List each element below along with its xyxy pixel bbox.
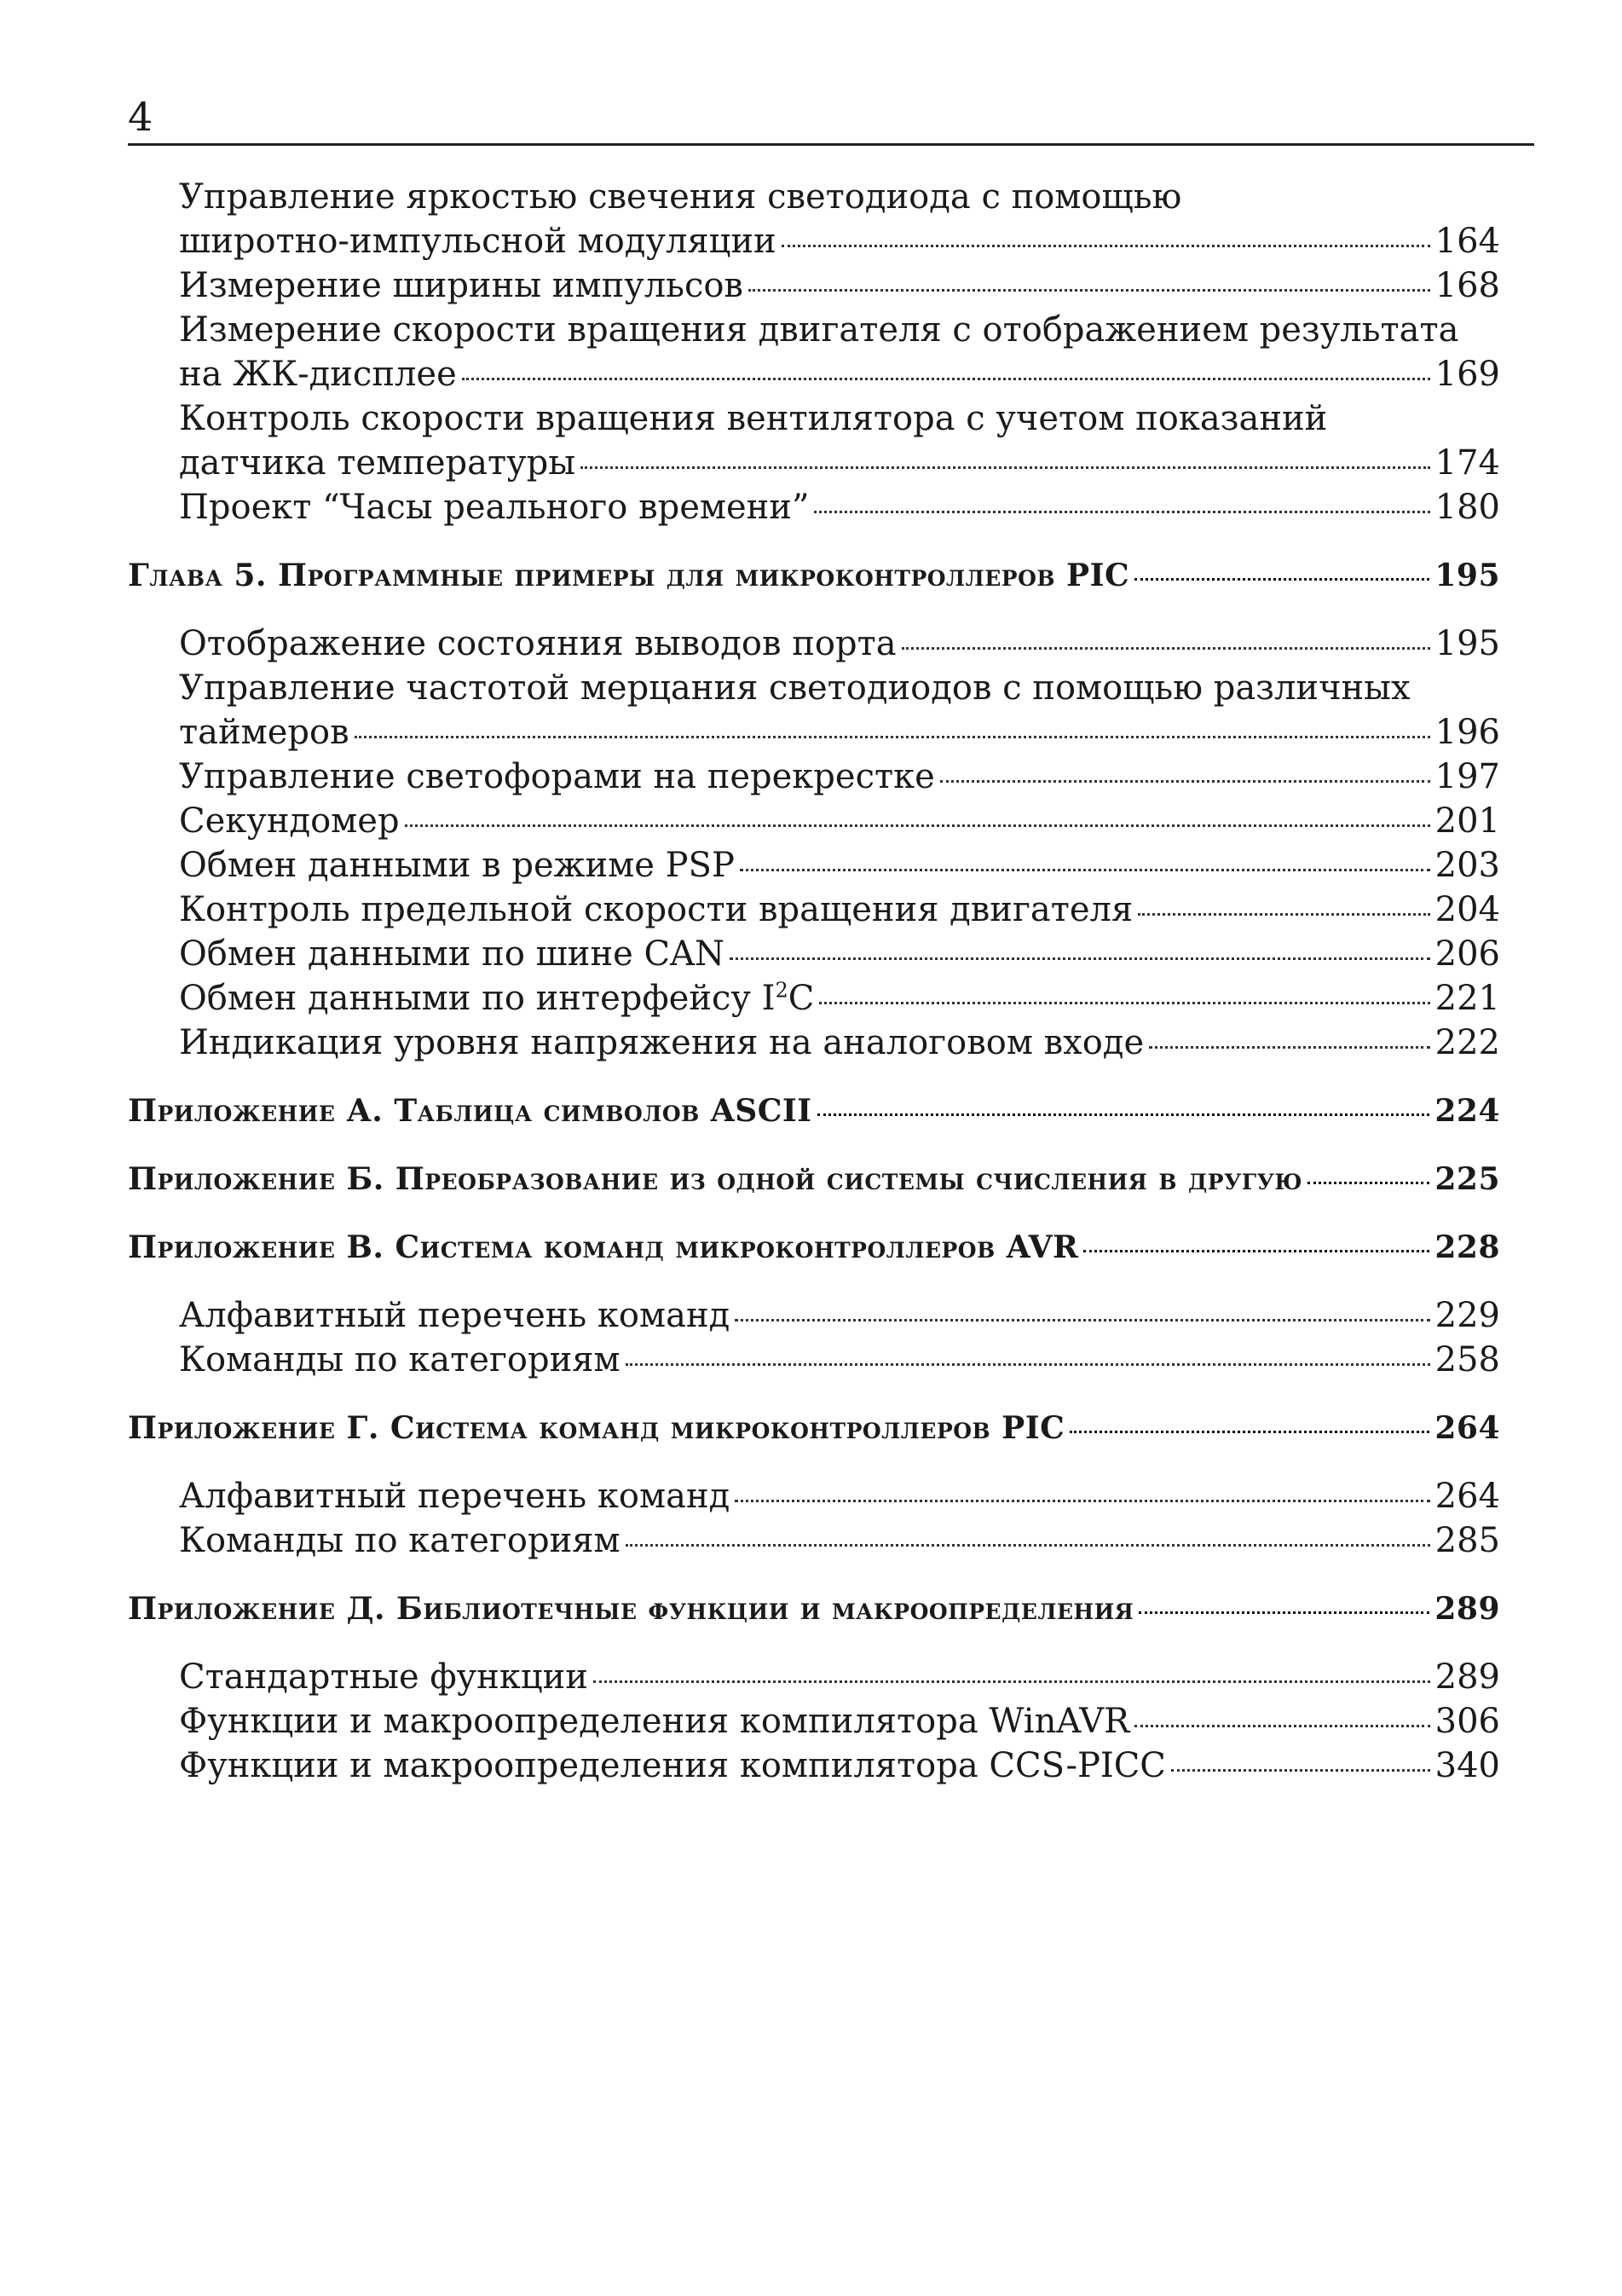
toc-page-number: 258 bbox=[1434, 1340, 1500, 1379]
toc-entry-text: Управление частотой мерцания светодиодов с помощью различных bbox=[179, 668, 1411, 708]
toc-entry-text: Измерение ширины импульсов bbox=[179, 266, 743, 305]
toc-entry[interactable] bbox=[128, 441, 1500, 485]
leader-dots bbox=[819, 1001, 1429, 1004]
leader-dots bbox=[462, 377, 1430, 380]
leader-dots bbox=[735, 1499, 1429, 1502]
toc-entry-text: Алфавитный перечень команд bbox=[179, 1477, 730, 1516]
toc-page-number: 197 bbox=[1434, 757, 1500, 796]
toc-entry-line bbox=[128, 308, 1500, 352]
chapter-page-number: 289 bbox=[1434, 1591, 1500, 1627]
leader-dots bbox=[580, 466, 1430, 469]
toc-page-number: 196 bbox=[1434, 713, 1500, 752]
toc-entry[interactable] bbox=[128, 1518, 1500, 1563]
leader-dots bbox=[730, 957, 1430, 960]
chapter-page-number: 225 bbox=[1434, 1161, 1500, 1197]
chapter-title: Глава 5. Программные примеры для микроконтроллеров PIC bbox=[128, 558, 1130, 593]
chapter-title: Приложение Б. Преобразование из одной системы счисления в другую bbox=[128, 1161, 1303, 1197]
toc-appendix-d[interactable] bbox=[128, 1587, 1500, 1631]
toc-chapter-5[interactable] bbox=[128, 553, 1500, 598]
toc-entry-text: Индикация уровня напряжения на аналоговом входе bbox=[179, 1023, 1145, 1062]
toc-entry[interactable] bbox=[128, 352, 1500, 396]
leader-dots bbox=[940, 779, 1430, 783]
toc-page-number: 203 bbox=[1434, 846, 1500, 885]
toc-entry[interactable] bbox=[128, 843, 1500, 888]
toc-page-number: 169 bbox=[1434, 355, 1500, 394]
toc-page-number: 289 bbox=[1434, 1657, 1500, 1697]
toc-entry-text-part: C bbox=[788, 979, 815, 1018]
toc-entry[interactable] bbox=[128, 1021, 1500, 1065]
toc-entry-text: Стандартные функции bbox=[179, 1657, 588, 1697]
chapter-title: Приложение Д. Библиотечные функции и макроопределения bbox=[128, 1591, 1134, 1627]
chapter-page-number: 195 bbox=[1434, 558, 1500, 593]
toc-page-number: 206 bbox=[1434, 934, 1500, 974]
toc-entry-text: Контроль предельной скорости вращения двигателя bbox=[179, 890, 1134, 929]
toc-appendix-b[interactable] bbox=[128, 1157, 1500, 1201]
toc-entry-text: Управление яркостью свечения светодиода с помощью bbox=[179, 177, 1182, 217]
toc-entry-text: Алфавитный перечень команд bbox=[179, 1296, 730, 1335]
toc-page-number: 264 bbox=[1434, 1477, 1500, 1516]
leader-dots bbox=[740, 868, 1430, 871]
chapter-title: Приложение В. Система команд микроконтроллеров AVR bbox=[128, 1229, 1079, 1265]
leader-dots bbox=[1149, 1045, 1430, 1049]
toc-entry-text: Измерение скорости вращения двигателя с отображением результата bbox=[179, 310, 1459, 350]
toc-entry[interactable] bbox=[128, 710, 1500, 755]
leader-dots bbox=[1138, 912, 1429, 916]
toc-entry[interactable] bbox=[128, 622, 1500, 666]
leader-dots bbox=[1134, 1724, 1429, 1727]
toc-entry-text: Обмен данными по шине CAN bbox=[179, 934, 724, 974]
toc-page-number: 306 bbox=[1434, 1702, 1500, 1741]
chapter-page-number: 224 bbox=[1434, 1093, 1500, 1129]
toc-entry-text: Команды по категориям bbox=[179, 1340, 621, 1379]
toc-entry[interactable] bbox=[128, 755, 1500, 799]
leader-dots bbox=[1171, 1768, 1430, 1772]
toc-entry[interactable] bbox=[128, 932, 1500, 976]
toc-entry-text: Проект “Часы реального времени” bbox=[179, 488, 810, 527]
toc-entry[interactable] bbox=[128, 1655, 1500, 1699]
superscript: 2 bbox=[775, 978, 788, 1003]
toc-entry-text: Секундомер bbox=[179, 801, 400, 841]
chapter-title: Приложение А. Таблица символов ASCII bbox=[128, 1093, 812, 1129]
toc-entry[interactable] bbox=[128, 1744, 1500, 1788]
toc-entry-text: на ЖК-дисплее bbox=[179, 355, 457, 394]
toc-page-number: 195 bbox=[1434, 624, 1500, 663]
toc-appendix-a[interactable] bbox=[128, 1089, 1500, 1133]
toc-page-number: 221 bbox=[1434, 979, 1500, 1018]
toc-page-number: 229 bbox=[1434, 1296, 1500, 1335]
toc-entry-text: таймеров bbox=[179, 713, 349, 752]
leader-dots bbox=[1307, 1181, 1429, 1184]
leader-dots bbox=[1083, 1249, 1429, 1252]
toc-entry[interactable] bbox=[128, 1474, 1500, 1518]
toc-entry[interactable] bbox=[128, 1699, 1500, 1744]
leader-dots bbox=[817, 1113, 1430, 1116]
leader-dots bbox=[626, 1362, 1430, 1366]
toc-entry-line bbox=[128, 175, 1500, 219]
chapter-page-number: 264 bbox=[1434, 1410, 1500, 1446]
toc-page-number: 164 bbox=[1434, 222, 1500, 261]
leader-dots bbox=[814, 510, 1429, 513]
toc-entry-text: Отображение состояния выводов порта bbox=[179, 624, 897, 663]
toc-page-number: 285 bbox=[1434, 1521, 1500, 1560]
leader-dots bbox=[626, 1543, 1430, 1547]
table-of-contents bbox=[128, 175, 1500, 1788]
leader-dots bbox=[1070, 1430, 1429, 1433]
toc-entry-text: Команды по категориям bbox=[179, 1521, 621, 1560]
leader-dots bbox=[735, 1318, 1429, 1322]
toc-entry[interactable] bbox=[128, 1293, 1500, 1338]
toc-entry-text: Обмен данными в режиме PSP bbox=[179, 846, 735, 885]
toc-entry-line bbox=[128, 666, 1500, 710]
leader-dots bbox=[748, 288, 1430, 292]
toc-entry-text: Функции и макроопределения компилятора CCS-PICC bbox=[179, 1746, 1166, 1785]
toc-page-number: 204 bbox=[1434, 890, 1500, 929]
toc-appendix-v[interactable] bbox=[128, 1225, 1500, 1269]
toc-entry[interactable] bbox=[128, 485, 1500, 529]
toc-entry[interactable] bbox=[128, 799, 1500, 843]
leader-dots bbox=[1134, 577, 1429, 581]
toc-entry-text-part: Обмен данными по интерфейсу I bbox=[179, 979, 776, 1018]
toc-entry-text: Управление светофорами на перекрестке bbox=[179, 757, 935, 796]
toc-entry[interactable] bbox=[128, 219, 1500, 263]
toc-entry[interactable] bbox=[128, 1338, 1500, 1382]
leader-dots bbox=[355, 735, 1430, 738]
toc-entry-text: широтно-импульсной модуляции bbox=[179, 222, 776, 261]
leader-dots bbox=[1139, 1611, 1429, 1614]
leader-dots bbox=[902, 646, 1430, 650]
toc-page-number: 201 bbox=[1434, 801, 1500, 841]
toc-entry[interactable] bbox=[128, 976, 1500, 1021]
toc-entry-text: Функции и макроопределения компилятора WinAVR bbox=[179, 1702, 1130, 1741]
toc-entry-text: датчика температуры bbox=[179, 443, 576, 483]
leader-dots bbox=[405, 824, 1430, 827]
toc-entry-text bbox=[179, 976, 814, 1021]
toc-page-number: 340 bbox=[1434, 1746, 1500, 1785]
toc-page-number: 174 bbox=[1434, 443, 1500, 483]
page-number: 4 bbox=[128, 94, 153, 140]
toc-page-number: 168 bbox=[1434, 266, 1500, 305]
toc-entry-line bbox=[128, 396, 1500, 441]
toc-entry[interactable] bbox=[128, 888, 1500, 932]
header-rule bbox=[128, 143, 1534, 146]
leader-dots bbox=[593, 1680, 1430, 1683]
toc-page-number: 222 bbox=[1434, 1023, 1500, 1062]
chapter-title: Приложение Г. Система команд микроконтроллеров PIC bbox=[128, 1410, 1065, 1446]
toc-page-number: 180 bbox=[1434, 488, 1500, 527]
leader-dots bbox=[782, 244, 1430, 247]
chapter-page-number: 228 bbox=[1434, 1229, 1500, 1265]
toc-entry[interactable] bbox=[128, 263, 1500, 308]
toc-entry-text: Контроль скорости вращения вентилятора с учетом показаний bbox=[179, 399, 1328, 438]
toc-appendix-g[interactable] bbox=[128, 1406, 1500, 1450]
